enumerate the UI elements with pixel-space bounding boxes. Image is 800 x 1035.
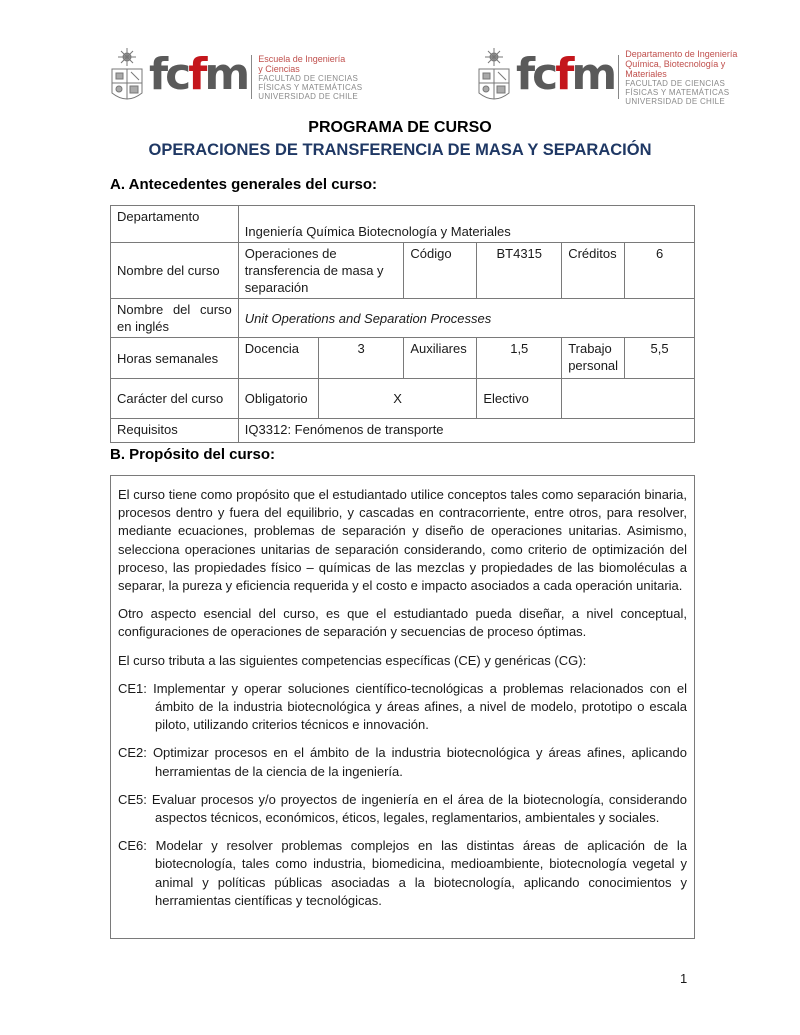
competencia-text: Optimizar procesos en el ámbito de la industria biotecnológica y áreas afines, aplicando herramientas de la ciencia de la ingeniería. bbox=[152, 745, 687, 779]
logo-line: UNIVERSIDAD DE CHILE bbox=[625, 96, 726, 106]
electivo-label: Electivo bbox=[477, 379, 562, 419]
codigo-value: BT4315 bbox=[477, 243, 562, 299]
electivo-value bbox=[562, 379, 695, 419]
fcfm-wordmark: fcfm bbox=[149, 49, 248, 100]
competencia-text: Modelar y resolver problemas complejos en las distintas áreas de aplicación de la biotecnología, tales como industria, biomedicina, medioambiente, biotecnología vegetal y animal y políticas públicas asociadas a la biotecnología, aplicando conocimientos y herramientas científicas y tecnológicas. bbox=[155, 838, 687, 908]
competencia-item bbox=[118, 791, 687, 827]
horas-label: Horas semanales bbox=[111, 338, 239, 379]
table-row-nombre-ingles bbox=[111, 299, 695, 338]
document-title: PROGRAMA DE CURSO bbox=[308, 119, 492, 136]
university-crest-icon bbox=[475, 47, 513, 107]
logo-line: FÍSICAS Y MATEMÁTICAS bbox=[258, 82, 363, 92]
course-info-table bbox=[110, 205, 695, 443]
purpose-paragraph: El curso tributa a las siguientes competencias específicas (CE) y genéricas (CG): bbox=[118, 652, 587, 668]
competencia-text: Implementar y operar soluciones científico-tecnológicas a problemas relacionados con el ámbito de la industria biotecnológica y áreas afines, a nivel de modelo, prototipo o escala piloto, utilizando criterios técnicos e innovación. bbox=[153, 680, 687, 733]
competencia-code: CE5: bbox=[118, 791, 147, 807]
logo-line: y Ciencias bbox=[258, 63, 300, 74]
competencia-item bbox=[118, 837, 687, 910]
logo-line: Escuela de Ingeniería bbox=[258, 53, 346, 64]
university-crest-icon bbox=[108, 47, 146, 107]
logo-divider bbox=[251, 55, 252, 99]
competencia-code: CE1: bbox=[118, 680, 147, 696]
competencia-code: CE2: bbox=[118, 745, 147, 761]
purpose-box bbox=[110, 475, 695, 939]
docencia-label: Docencia bbox=[238, 338, 318, 379]
competencia-code: CE6: bbox=[118, 838, 147, 854]
nombre-ingles-label: Nombre del curso en inglés bbox=[111, 299, 239, 338]
trabajo-personal-label: Trabajo personal bbox=[562, 338, 625, 379]
course-title: OPERACIONES DE TRANSFERENCIA DE MASA Y SEPARACIÓN bbox=[148, 141, 652, 159]
fcfm-departamento-logo bbox=[475, 46, 737, 108]
logo-line: FACULTAD DE CIENCIAS bbox=[258, 73, 359, 83]
fcfm-wordmark: fcfm bbox=[516, 49, 615, 100]
table-row-nombre bbox=[111, 243, 695, 299]
section-b-heading: B. Propósito del curso: bbox=[110, 446, 276, 463]
nombre-label: Nombre del curso bbox=[111, 243, 239, 299]
obligatorio-label: Obligatorio bbox=[238, 379, 318, 419]
purpose-paragraph: Otro aspecto esencial del curso, es que el estudiantado pueda diseñar, a nivel conceptual, configuraciones de operaciones de separación y secuencias de proceso óptimas. bbox=[118, 606, 687, 640]
nombre-value: Operaciones de transferencia de masa y separación bbox=[238, 243, 404, 299]
obligatorio-value: X bbox=[318, 379, 477, 419]
section-a-heading: A. Antecedentes generales del curso: bbox=[110, 176, 378, 193]
codigo-label: Código bbox=[404, 243, 477, 299]
logo-line: Química, Biotecnología y bbox=[625, 58, 726, 69]
requisitos-label: Requisitos bbox=[111, 419, 239, 443]
departamento-value: Ingeniería Química Biotecnología y Materiales bbox=[238, 206, 694, 243]
creditos-value: 6 bbox=[625, 243, 695, 299]
logo-divider bbox=[618, 55, 619, 99]
page-number: 1 bbox=[680, 971, 688, 986]
departamento-label: Departamento bbox=[111, 206, 239, 243]
fcfm-escuela-logo bbox=[108, 46, 362, 108]
trabajo-personal-value: 5,5 bbox=[625, 338, 695, 379]
competencia-text: Evaluar procesos y/o proyectos de ingeniería en el área de la biotecnología, considerando aspectos técnicos, económicos, éticos, legales, reglamentarios, ambientales y sociales. bbox=[151, 791, 687, 826]
table-row-horas bbox=[111, 338, 695, 379]
logo-line: Departamento de Ingeniería bbox=[625, 48, 738, 59]
logo-line: FÍSICAS Y MATEMÁTICAS bbox=[625, 87, 730, 97]
auxiliares-label: Auxiliares bbox=[404, 338, 477, 379]
requisitos-value: IQ3312: Fenómenos de transporte bbox=[238, 419, 694, 443]
table-row-requisitos bbox=[111, 419, 695, 443]
logo-line: FACULTAD DE CIENCIAS bbox=[625, 78, 726, 88]
logo-left-text bbox=[258, 54, 362, 101]
creditos-label: Créditos bbox=[562, 243, 625, 299]
purpose-paragraph: El curso tiene como propósito que el estudiantado utilice conceptos tales como separación binaria, procesos dentro y fuera del equilibrio, y cascadas en contracorriente, entre otros, para resolver, mediante ecuaciones, problemas de separación y diseño de operaciones unitarias. Asimismo, selecciona operaciones unitarias de separación considerando, como criterio de optimización del proceso, las propiedades físico – químicas de las mezclas y propiedades de las biomoléculas a separar, la pureza y eficiencia requerida y el costo e impacto asociados a cada operación unitaria. bbox=[118, 487, 687, 594]
logo-line: Materiales bbox=[625, 68, 667, 79]
table-row-departamento bbox=[111, 206, 695, 243]
competencia-item bbox=[118, 680, 687, 735]
caracter-label: Carácter del curso bbox=[111, 379, 239, 419]
auxiliares-value: 1,5 bbox=[477, 338, 562, 379]
logo-right-text bbox=[625, 49, 737, 106]
competencia-item bbox=[118, 744, 687, 780]
table-row-caracter bbox=[111, 379, 695, 419]
nombre-ingles-value: Unit Operations and Separation Processes bbox=[238, 299, 694, 338]
docencia-value: 3 bbox=[318, 338, 404, 379]
logo-line: UNIVERSIDAD DE CHILE bbox=[258, 91, 359, 101]
